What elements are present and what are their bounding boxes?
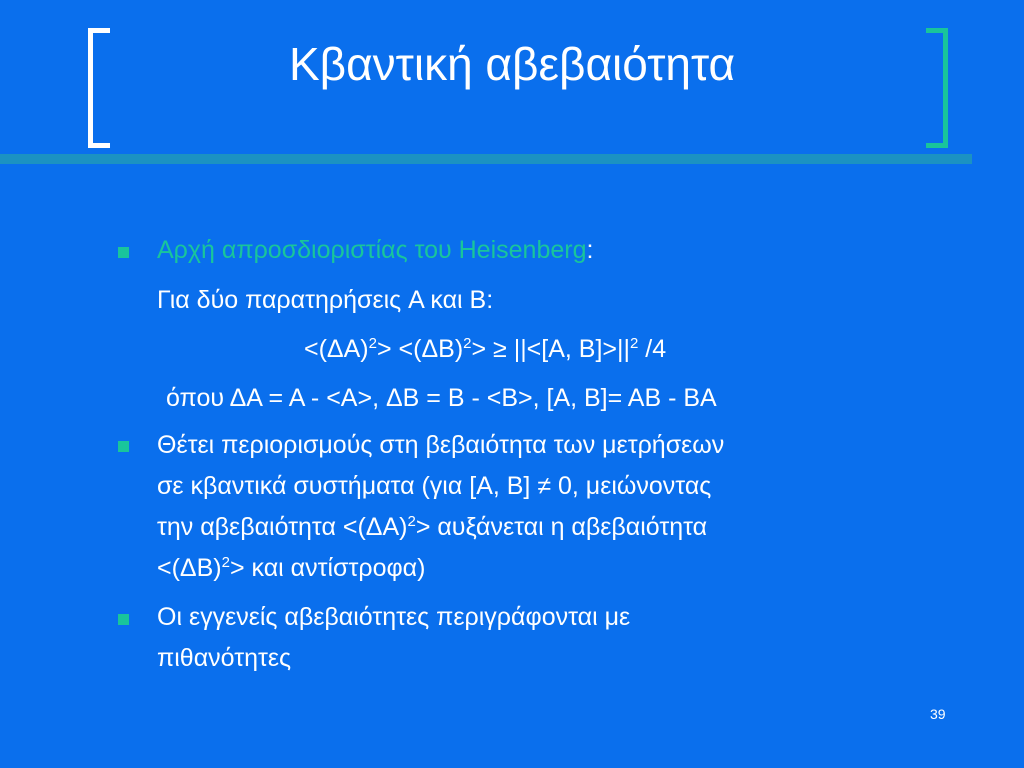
heading-colon: :: [586, 236, 594, 264]
observables-line: Για δύο παρατηρήσεις A και B:: [157, 286, 494, 314]
slide-title: Κβαντική αβεβαιότητα: [288, 38, 736, 90]
bullet-1-heading: [157, 234, 593, 266]
superscript: 2: [407, 513, 416, 530]
superscript: 2: [221, 554, 230, 571]
bullet-2-line-4: [157, 552, 425, 584]
bullet-square-icon: [118, 614, 129, 625]
text-part: > και αντίστροφα): [229, 554, 426, 582]
formula-part: > ≥ ||<[A, B]>||: [471, 335, 631, 363]
definitions-line: όπου ΔA = A - <A>, ΔB = B - <B>, [A, B]= AB - BA: [166, 384, 717, 412]
title-underline-rule: [0, 154, 972, 164]
formula-part: > <(ΔB): [376, 335, 464, 363]
bullet-square-icon: [118, 247, 129, 258]
formula-superscript: 2: [463, 335, 472, 352]
bullet-2-line-2: σε κβαντικά συστήματα (για [A, B] ≠ 0, μειώνοντας: [157, 472, 712, 500]
text-part: > αυξάνεται η αβεβαιότητα: [415, 513, 708, 541]
bullet-square-icon: [118, 441, 129, 452]
bullet-2-line-3: [157, 511, 707, 543]
bullet-3-line-1: Οι εγγενείς αβεβαιότητες περιγράφονται με: [157, 603, 631, 631]
formula-superscript: 2: [368, 335, 377, 352]
uncertainty-formula: [304, 333, 666, 365]
heisenberg-principle-label: Αρχή απροσδιοριστίας του Heisenberg: [157, 236, 587, 264]
right-bracket-decoration: [926, 28, 948, 148]
formula-part: /4: [638, 335, 667, 363]
bullet-2-line-1: Θέτει περιορισμούς στη βεβαιότητα των μετρήσεων: [157, 431, 725, 459]
formula-superscript: 2: [630, 335, 639, 352]
left-bracket-decoration: [88, 28, 110, 148]
bullet-3-line-2: πιθανότητες: [157, 644, 292, 672]
formula-part: <(ΔA): [304, 335, 369, 363]
text-part: την αβεβαιότητα <(ΔA): [157, 513, 408, 541]
text-part: <(ΔB): [157, 554, 222, 582]
page-number: 39: [930, 706, 946, 722]
